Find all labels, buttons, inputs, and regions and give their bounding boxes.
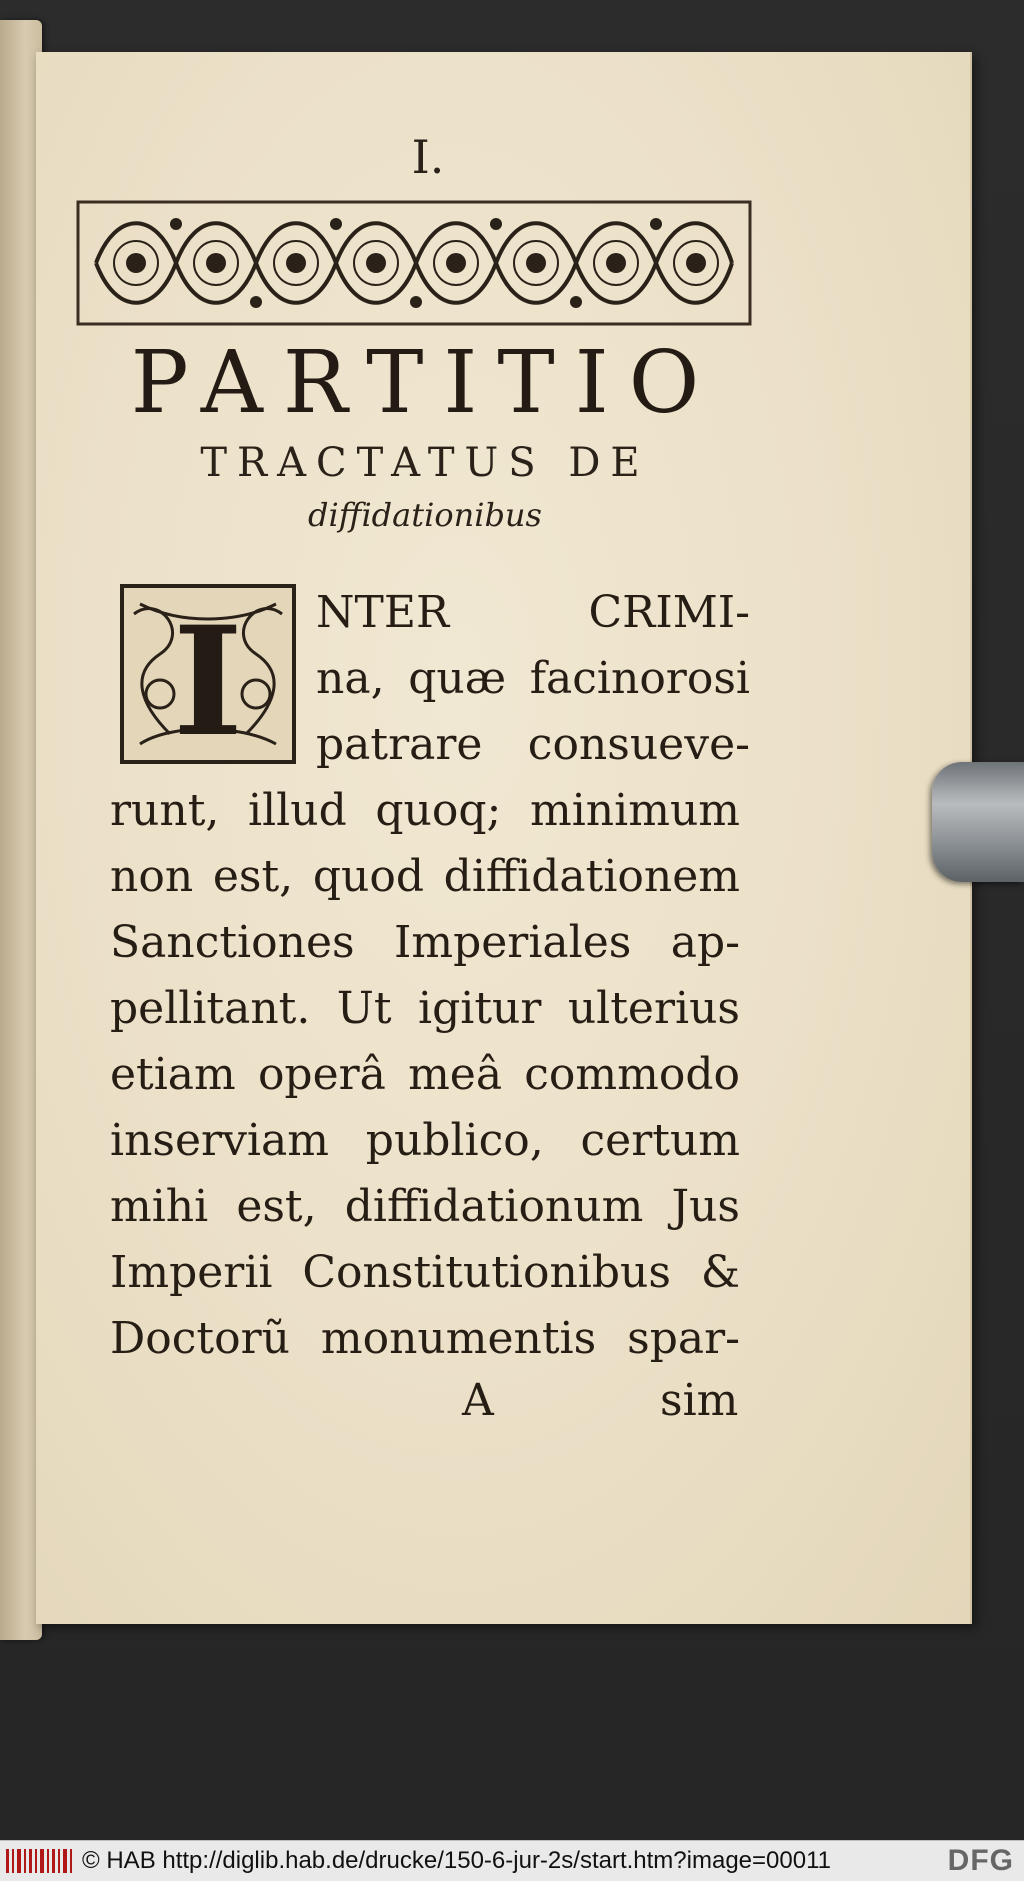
title: PARTITIO	[130, 333, 720, 433]
page-number: I.	[411, 130, 445, 184]
text-line: runt, illud quoq; minimum	[110, 785, 740, 836]
text-line: mihi est, diffidationum Jus	[110, 1181, 740, 1232]
signature-mark: A	[462, 1375, 494, 1426]
ornamental-border	[76, 200, 752, 326]
footer-bar	[0, 1840, 1024, 1881]
catchword: sim	[660, 1375, 739, 1426]
subtitle-italic: diffidationibus	[308, 496, 542, 534]
text-line: patrare consueve-	[316, 719, 750, 770]
text-line: NTER CRIMI-	[316, 587, 750, 638]
page-clip	[932, 762, 1024, 882]
text-line: Doctorũ monumentis spar-	[110, 1313, 740, 1364]
dfg-logo: DFG	[947, 1844, 1014, 1877]
subtitle: TRACTATUS DE	[200, 440, 650, 486]
text-line: etiam operâ meâ commodo	[110, 1049, 740, 1100]
initial-letter: I	[172, 594, 244, 764]
text-line: Imperii Constitutionibus &	[110, 1247, 740, 1298]
decorated-initial	[120, 584, 296, 764]
text-line: pellitant. Ut igitur ulterius	[110, 983, 740, 1034]
text-line: Sanctiones Imperiales ap-	[110, 917, 740, 968]
text-line: na, quæ facinorosi	[316, 653, 750, 704]
text-line: inserviam publico, certum	[110, 1115, 740, 1166]
barcode-icon	[4, 1846, 74, 1876]
text-line: non est, quod diffidationem	[110, 851, 740, 902]
source-url[interactable]: © HAB http://diglib.hab.de/drucke/150-6-jur-2s/start.htm?image=00011	[82, 1847, 831, 1874]
